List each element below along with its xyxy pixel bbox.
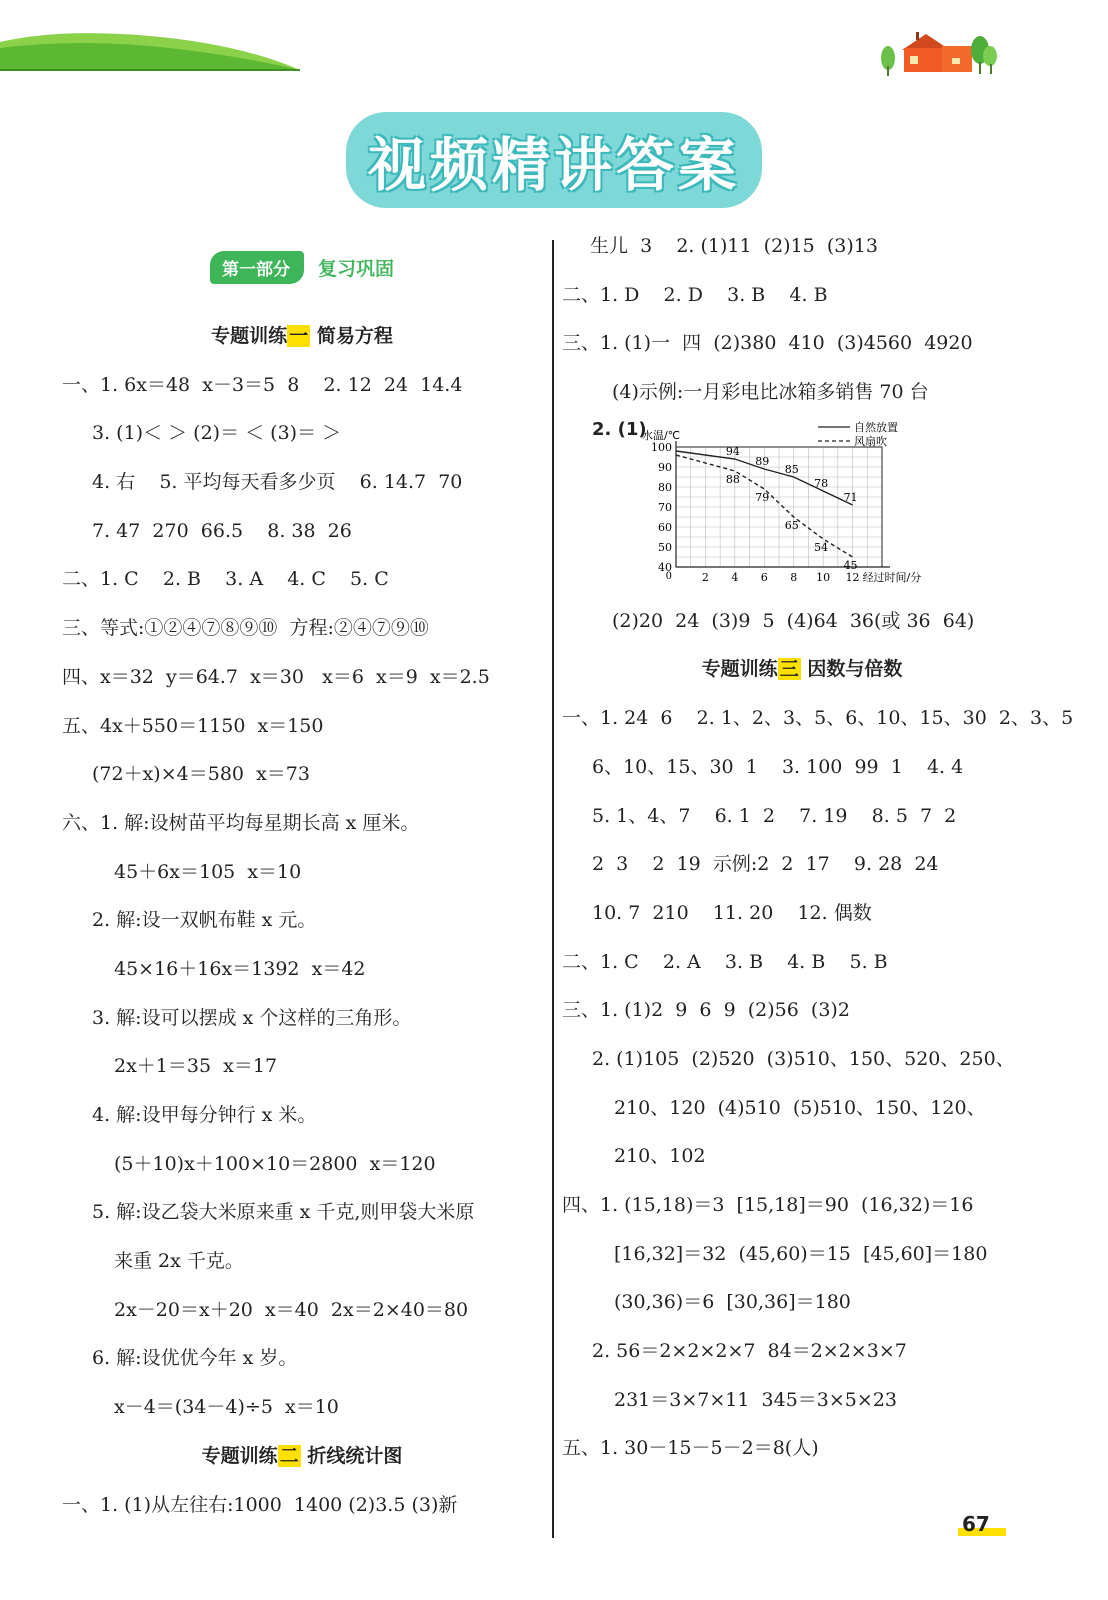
answer-line: 五、4x＋550＝1150 x＝150 xyxy=(62,714,324,737)
answer-line: 2. (1)105 (2)520 (3)510、150、520、250、 xyxy=(592,1047,1015,1070)
chart-block xyxy=(562,417,1042,597)
chart-y-tick-label: 40 xyxy=(658,560,672,574)
section-heading-prefix: 专题训练 xyxy=(211,325,288,347)
answer-line: 六、1. 解:设树苗平均每星期长高 x 厘米。 xyxy=(62,811,420,834)
answer-line: 二、1. C 2. A 3. B 4. B 5. B xyxy=(562,950,888,973)
right-answer-lines-bottom xyxy=(562,597,1074,1473)
answer-line: (30,36)＝6 [30,36]＝180 xyxy=(614,1291,851,1314)
section-number: 三 xyxy=(779,658,799,681)
answer-line: 3. 解:设可以摆成 x 个这样的三角形。 xyxy=(92,1006,412,1029)
chart-y-tick-label: 50 xyxy=(658,540,672,554)
answer-line: 45＋6x＝105 x＝10 xyxy=(114,860,302,883)
house-icon xyxy=(880,28,1005,78)
part-heading xyxy=(62,222,542,312)
chart-legend-label: 风扇吹 xyxy=(854,434,887,448)
answer-line: 5. 解:设乙袋大米原来重 x 千克,则甲袋大米原 xyxy=(92,1201,475,1224)
right-column xyxy=(562,222,1074,1473)
left-answer-lines xyxy=(62,312,542,1529)
chart-x-tick-label: 12 xyxy=(845,570,860,584)
answer-line: x－4＝(34－4)÷5 x＝10 xyxy=(114,1396,339,1419)
section-topic: 折线统计图 xyxy=(300,1444,403,1467)
chart-data-label: 94 xyxy=(725,444,740,458)
chart-y-tick-label: 100 xyxy=(651,440,672,454)
answer-line: 二、1. C 2. B 3. A 4. C 5. C xyxy=(62,568,389,591)
chart-x-tick-label: 2 xyxy=(701,570,709,584)
answer-line: 2x＋1＝35 x＝17 xyxy=(114,1055,278,1078)
section-heading xyxy=(62,1432,542,1481)
chart-y-tick-label: 60 xyxy=(658,520,672,534)
answer-line: 2x－20＝x＋20 x＝40 2x＝2×40＝80 xyxy=(114,1298,469,1321)
water-temperature-chart xyxy=(642,417,982,597)
answer-line: 五、1. 30－15－5－2＝8(人) xyxy=(562,1437,819,1460)
section-heading xyxy=(62,312,542,361)
section-heading-prefix: 专题训练 xyxy=(701,658,778,681)
section-topic: 因数与倍数 xyxy=(800,658,903,681)
chart-data-label: 85 xyxy=(784,462,799,476)
section-topic: 简易方程 xyxy=(310,325,393,347)
chart-x-axis-title: 经过时间/分 xyxy=(862,570,922,584)
section-number: 二 xyxy=(279,1444,299,1467)
answer-line: (5＋10)x＋100×10＝2800 x＝120 xyxy=(114,1152,436,1175)
answer-line: 10. 7 210 11. 20 12. 偶数 xyxy=(592,901,872,924)
chart-data-label: 89 xyxy=(755,454,770,468)
chart-x-tick-label: 4 xyxy=(731,570,739,584)
answer-line: 一、1. 6x＝48 x－3＝5 8 2. 12 24 14.4 xyxy=(62,373,463,396)
answer-line: [16,32]＝32 (45,60)＝15 [45,60]＝180 xyxy=(614,1242,988,1265)
answer-line: 三、1. (1)一 四 (2)380 410 (3)4560 4920 xyxy=(562,332,973,355)
header-hill-decoration xyxy=(0,0,310,80)
answer-line: 2. 56＝2×2×2×7 84＝2×2×3×7 xyxy=(592,1340,907,1363)
chart-data-label: 88 xyxy=(725,472,740,486)
answer-line: 4. 解:设甲每分钟行 x 米。 xyxy=(92,1104,317,1126)
chart-data-label: 65 xyxy=(784,518,799,532)
section-heading xyxy=(562,645,1042,694)
chart-y-axis-title: 水温/℃ xyxy=(642,428,681,442)
answer-line: 5. 1、4、7 6. 1 2 7. 19 8. 5 7 2 xyxy=(592,804,957,827)
answer-line: 三、等式:①②④⑦⑧⑨⑩ 方程:②④⑦⑨⑩ xyxy=(62,617,429,640)
chart-x-tick-label: 10 xyxy=(816,570,831,584)
page-title: 视频精讲答案 xyxy=(346,112,762,208)
chart-question-label: 2. (1) xyxy=(592,418,647,440)
answer-line: 四、x＝32 y＝64.7 x＝30 x＝6 x＝9 x＝2.5 xyxy=(62,665,490,688)
answer-line: 3. (1)＜ ＞ (2)＝ ＜ (3)＝ ＞ xyxy=(92,422,342,445)
right-answer-lines-top xyxy=(562,222,1042,417)
answer-line: 210、120 (4)510 (5)510、150、120、 xyxy=(614,1096,986,1119)
answer-line: 四、1. (15,18)＝3 [15,18]＝90 (16,32)＝16 xyxy=(562,1194,974,1216)
chart-y-tick-label: 80 xyxy=(658,480,672,494)
section-number: 一 xyxy=(289,325,309,347)
answer-line: 231＝3×7×11 345＝3×5×23 xyxy=(614,1388,897,1411)
chart-y-tick-label: 90 xyxy=(658,460,672,474)
answer-line: 三、1. (1)2 9 6 9 (2)56 (3)2 xyxy=(562,999,850,1022)
answer-line: (4)示例:一月彩电比冰箱多销售 70 台 xyxy=(612,381,929,404)
answer-line: 45×16＋16x＝1392 x＝42 xyxy=(114,957,366,980)
answer-line: 6. 解:设优优今年 x 岁。 xyxy=(92,1347,298,1370)
part-badge: 第一部分 xyxy=(210,251,304,284)
chart-data-label: 71 xyxy=(843,490,858,504)
section-heading-prefix: 专题训练 xyxy=(201,1444,278,1467)
chart-x-tick-label: 6 xyxy=(760,570,768,584)
answer-line: 6、10、15、30 1 3. 100 99 1 4. 4 xyxy=(592,755,964,778)
chart-origin-label: 0 xyxy=(665,570,672,582)
chart-legend-label: 自然放置 xyxy=(854,420,898,434)
answer-line: 210、102 xyxy=(614,1145,706,1168)
part-label: 复习巩固 xyxy=(317,257,394,280)
answer-line: 生儿 3 2. (1)11 (2)15 (3)13 xyxy=(590,235,878,257)
answer-line: 2 3 2 19 示例:2 2 17 9. 28 24 xyxy=(592,853,939,876)
column-divider xyxy=(552,240,554,1538)
answer-line: (2)20 24 (3)9 5 (4)64 36(或 36 64) xyxy=(612,609,975,632)
answer-line: 一、1. (1)从左往右:1000 1400 (2)3.5 (3)新 xyxy=(62,1493,458,1516)
answer-line: 二、1. D 2. D 3. B 4. B xyxy=(562,283,828,306)
answer-line: 4. 右 5. 平均每天看多少页 6. 14.7 70 xyxy=(92,471,463,494)
left-column xyxy=(62,222,542,1529)
chart-data-label: 45 xyxy=(843,558,858,572)
chart-x-tick-label: 8 xyxy=(790,570,798,584)
answer-line: 7. 47 270 66.5 8. 38 26 xyxy=(92,519,352,542)
answer-line: (72＋x)×4＝580 x＝73 xyxy=(92,763,310,786)
chart-y-tick-label: 70 xyxy=(658,500,672,514)
chart-data-label: 79 xyxy=(755,490,770,504)
chart-data-label: 54 xyxy=(814,540,829,554)
answer-line: 一、1. 24 6 2. 1、2、3、5、6、10、15、30 2、3、5 xyxy=(562,707,1074,730)
chart-data-label: 78 xyxy=(814,476,829,490)
answer-line: 2. 解:设一双帆布鞋 x 元。 xyxy=(92,909,317,932)
page-number: 67 xyxy=(962,1512,990,1536)
answer-line: 来重 2x 千克。 xyxy=(114,1250,244,1273)
